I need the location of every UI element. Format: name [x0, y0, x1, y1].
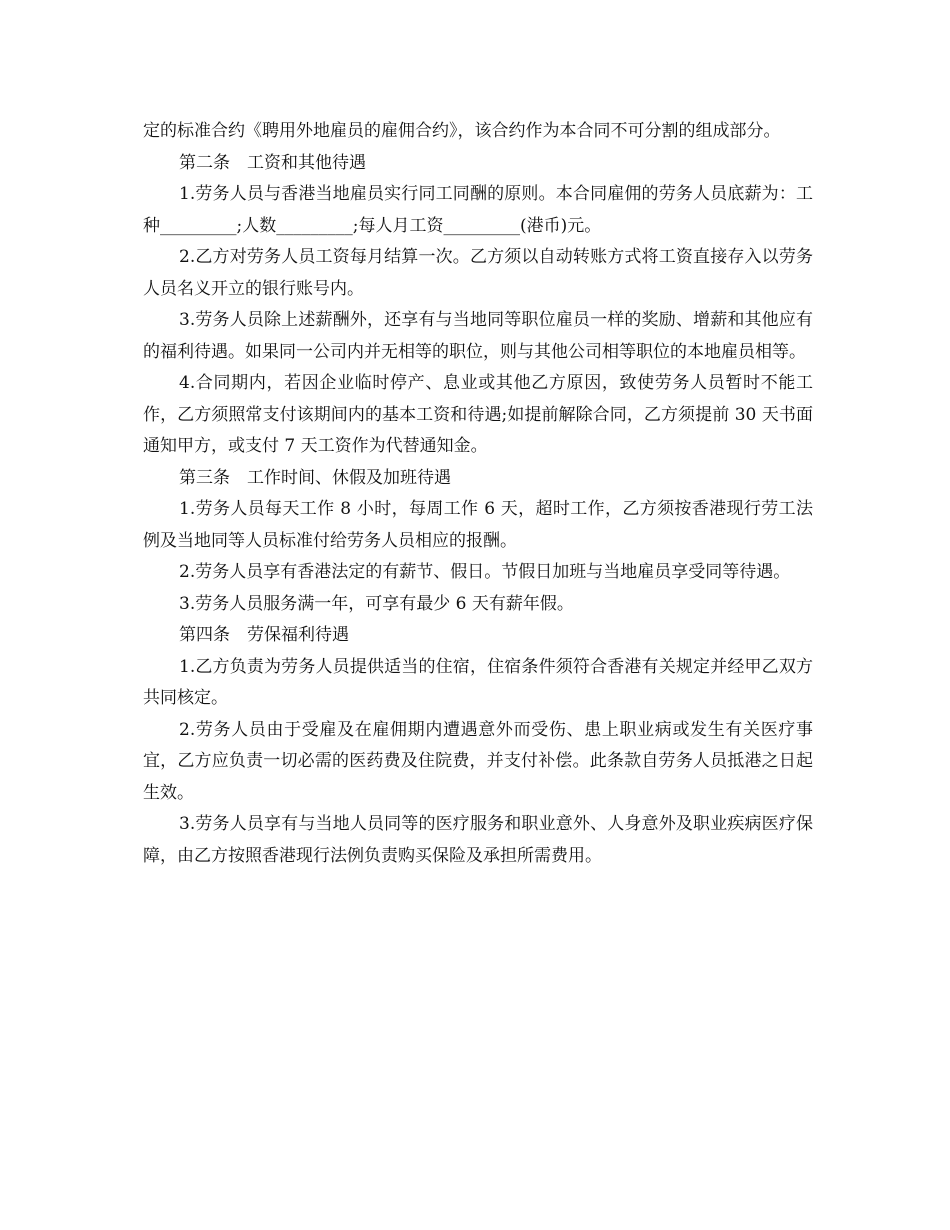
article-2-clause-3: 3.劳务人员除上述薪酬外，还享有与当地同等职位雇员一样的奖励、增薪和其他应有的福利待遇。如果同一公司内并无相等的职位，则与其他公司相等职位的本地雇员相等。 — [143, 310, 813, 362]
article-2-clause-4: 4.合同期内，若因企业临时停产、息业或其他乙方原因，致使劳务人员暂时不能工作，乙方须照常支付该期间内的基本工资和待遇;如提前解除合同，乙方须提前 30 天书面通知甲方，或支付 7 天工资作为代替通知金。 — [143, 373, 813, 456]
article-4-clause-2: 2.劳务人员由于受雇及在雇佣期内遭遇意外而受伤、患上职业病或发生有关医疗事宜，乙方应负责一切必需的医药费及住院费，并支付补偿。此条款自劳务人员抵港之日起生效。 — [143, 719, 813, 803]
article-2-clause-2: 2.乙方对劳务人员工资每月结算一次。乙方须以自动转账方式将工资直接存入以劳务人员名义开立的银行账号内。 — [143, 247, 813, 299]
article-4-heading: 第四条 劳保福利待遇 — [179, 625, 349, 645]
article-2-heading: 第二条 工资和其他待遇 — [179, 152, 366, 173]
article-3-clause-1: 1.劳务人员每天工作 8 小时，每周工作 6 天，超时工作，乙方须按香港现行劳工法例及当地同等人员标准付给劳务人员相应的报酬。 — [143, 499, 813, 551]
article-3-clause-3: 3.劳务人员服务满一年，可享有最少 6 天有薪年假。 — [179, 593, 574, 614]
article-2-clause-1: 1.劳务人员与香港当地雇员实行同工同酬的原则。本合同雇佣的劳务人员底薪为：工种_________;人数_________;每人月工资_________(港币)元。 — [143, 184, 813, 236]
document-body — [143, 116, 813, 872]
paragraph-continuation: 定的标准合约《聘用外地雇员的雇佣合约》，该合约作为本合同不可分割的组成部分。 — [143, 121, 781, 141]
article-4-clause-3: 3.劳务人员享有与当地人员同等的医疗服务和职业意外、人身意外及职业疾病医疗保障，由乙方按照香港现行法例负责购买保险及承担所需费用。 — [143, 814, 813, 866]
article-4-clause-1: 1.乙方负责为劳务人员提供适当的住宿，住宿条件须符合香港有关规定并经甲乙双方共同核定。 — [143, 656, 813, 708]
article-3-clause-2: 2.劳务人员享有香港法定的有薪节、假日。节假日加班与当地雇员享受同等待遇。 — [179, 562, 791, 582]
article-3-heading: 第三条 工作时间、休假及加班待遇 — [179, 467, 451, 488]
